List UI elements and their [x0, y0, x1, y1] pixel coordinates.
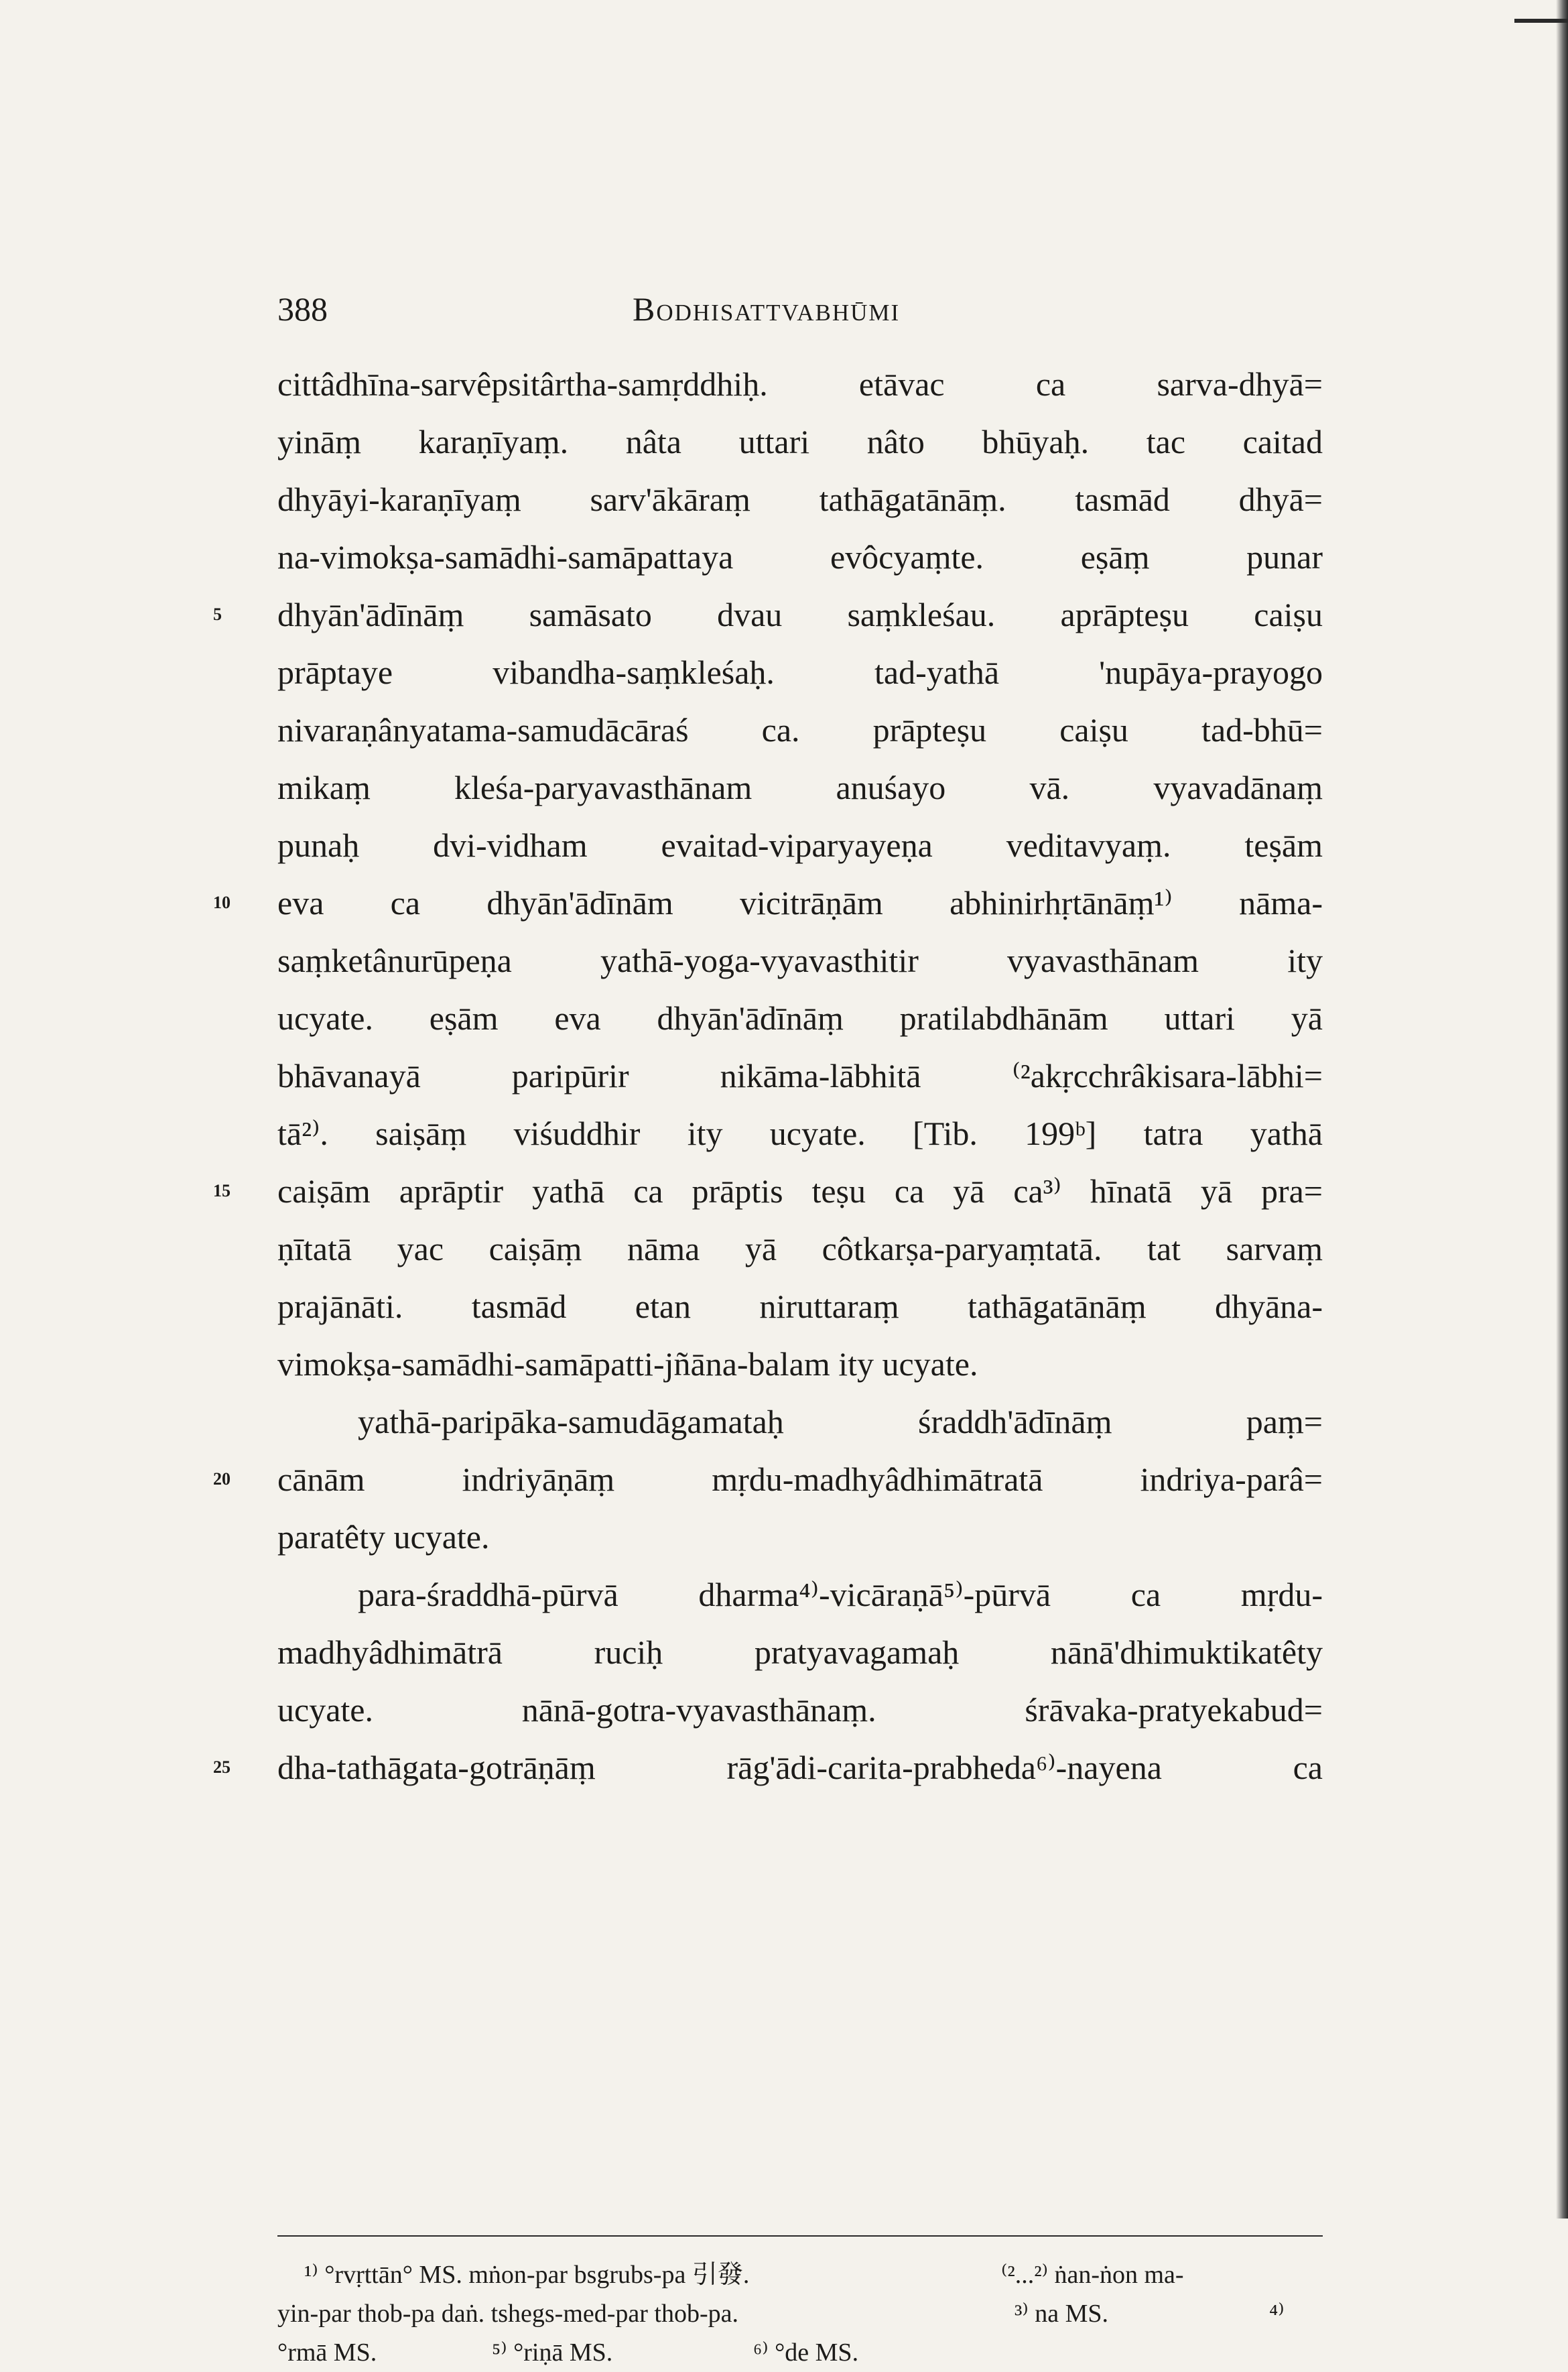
footnote-5: ⁵⁾ °riṇā MS.: [492, 2338, 613, 2367]
footnote-2-start: ⁽²...²⁾ ṅan-ṅon ma-: [1001, 2261, 1184, 2289]
footnote-4: °rmā MS.: [277, 2338, 377, 2367]
page-number: 388: [277, 290, 328, 328]
page-edge-mark: [1514, 19, 1568, 23]
line-text: yathā-paripāka-samudāgamataḥ śraddh'ādīnāṃ paṃ=: [358, 1403, 1323, 1440]
line-text: caiṣām aprāptir yathā ca prāptis teṣu ca yā ca³⁾ hīnatā yā pra=: [277, 1172, 1323, 1210]
footnote-6: ⁶⁾ °de MS.: [753, 2338, 859, 2367]
line-text: prajānāti. tasmād etan niruttaraṃ tathāgatānāṃ dhyāna-: [277, 1288, 1323, 1325]
line-number: 5: [213, 605, 222, 624]
footnote-3: ³⁾ na MS.: [1015, 2300, 1109, 2328]
text-line: [213, 874, 1323, 932]
text-line: [213, 1739, 1323, 1796]
text-line: [277, 528, 1323, 586]
text-line: [277, 1566, 1323, 1623]
text-line: [277, 701, 1323, 759]
line-text: cittâdhīna-sarvêpsitârtha-samṛddhiḥ. etāvac ca sarva-dhyā=: [277, 365, 1323, 403]
text-line: [277, 1393, 1323, 1450]
line-text: ucyate. nānā-gotra-vyavasthānaṃ. śrāvaka-pratyekabud=: [277, 1691, 1323, 1729]
page-edge-shadow: [1556, 0, 1568, 2219]
text-line: [213, 1162, 1323, 1220]
text-line: [277, 413, 1323, 471]
text-line: [213, 586, 1323, 643]
line-text: na-vimokṣa-samādhi-samāpattaya evôcyaṃte. eṣāṃ punar: [277, 538, 1323, 576]
footnote-rule: [277, 2235, 1323, 2237]
main-text: [213, 355, 1323, 1796]
line-text: prāptaye vibandha-saṃkleśaḥ. tad-yathā 'nupāya-prayogo: [277, 653, 1323, 691]
line-text: paratêty ucyate.: [277, 1518, 490, 1556]
line-text: tā²⁾. saiṣāṃ viśuddhir ity ucyate. [Tib. 199ᵇ] tatra yathā: [277, 1115, 1323, 1152]
text-line: [277, 1277, 1323, 1335]
text-line: [277, 816, 1323, 874]
text-line: [277, 989, 1323, 1047]
text-line: [277, 643, 1323, 701]
text-line: [277, 1047, 1323, 1105]
line-text: vimokṣa-samādhi-samāpatti-jñāna-balam ity ucyate.: [277, 1345, 978, 1383]
line-text: bhāvanayā paripūrir nikāma-lābhitā ⁽²akṛcchrâkisara-lābhi=: [277, 1057, 1323, 1095]
line-text: dhyāyi-karaṇīyaṃ sarv'ākāraṃ tathāgatānāṃ. tasmād dhyā=: [277, 481, 1323, 518]
footnote-4-mark: ⁴⁾: [1269, 2300, 1285, 2328]
line-text: madhyâdhimātrā ruciḥ pratyavagamaḥ nānā'dhimuktikatêty: [277, 1633, 1323, 1671]
text-line: [277, 1105, 1323, 1162]
line-text: eva ca dhyān'ādīnām vicitrāṇām abhinirhṛtānāṃ¹⁾ nāma-: [277, 884, 1323, 922]
page-header: [277, 290, 1323, 336]
line-text: mikaṃ kleśa-paryavasthānam anuśayo vā. vyavadānaṃ: [277, 769, 1323, 806]
line-text: saṃketânurūpeṇa yathā-yoga-vyavasthitir vyavasthānam ity: [277, 942, 1323, 979]
text-line: [277, 355, 1323, 413]
line-text: dhyān'ādīnāṃ samāsato dvau saṃkleśau. aprāpteṣu caiṣu: [277, 596, 1323, 633]
line-number: 10: [213, 893, 231, 912]
line-text: ṇītatā yac caiṣāṃ nāma yā côtkarṣa-paryaṃtatā. tat sarvaṃ: [277, 1230, 1323, 1267]
text-line: [277, 1220, 1323, 1277]
text-line: [277, 1508, 1323, 1566]
text-line: [277, 932, 1323, 989]
line-text: nivaraṇânyatama-samudācāraś ca. prāpteṣu caiṣu tad-bhū=: [277, 711, 1323, 749]
footnote-2-end: yin-par thob-pa daṅ. tshegs-med-par thob-pa.: [277, 2300, 739, 2328]
text-line: [213, 1450, 1323, 1508]
text-line: [277, 1681, 1323, 1739]
line-number: 20: [213, 1469, 231, 1489]
line-text: cānām indriyāṇāṃ mṛdu-madhyâdhimātratā indriya-parâ=: [277, 1460, 1323, 1498]
text-line: [277, 471, 1323, 528]
text-line: [277, 1623, 1323, 1681]
text-line: [277, 759, 1323, 816]
line-text: para-śraddhā-pūrvā dharma⁴⁾-vicāraṇā⁵⁾-pūrvā ca mṛdu-: [358, 1576, 1323, 1613]
text-line: [277, 1335, 1323, 1393]
footnote-1: ¹⁾ °rvṛttān° MS. mṅon-par bsgrubs-pa 引發.: [304, 2261, 750, 2289]
line-number: 25: [213, 1757, 231, 1777]
line-text: dha-tathāgata-gotrāṇāṃ rāg'ādi-carita-prabheda⁶⁾-nayena ca: [277, 1749, 1323, 1786]
line-text: ucyate. eṣām eva dhyān'ādīnāṃ pratilabdhānām uttari yā: [277, 999, 1323, 1037]
line-text: yināṃ karaṇīyaṃ. nâta uttari nâto bhūyaḥ. tac caitad: [277, 423, 1323, 460]
running-title: Bodhisattvabhūmi: [633, 290, 901, 328]
line-number: 15: [213, 1181, 231, 1200]
line-text: punaḥ dvi-vidham evaitad-viparyayeṇa veditavyaṃ. teṣām: [277, 826, 1323, 864]
